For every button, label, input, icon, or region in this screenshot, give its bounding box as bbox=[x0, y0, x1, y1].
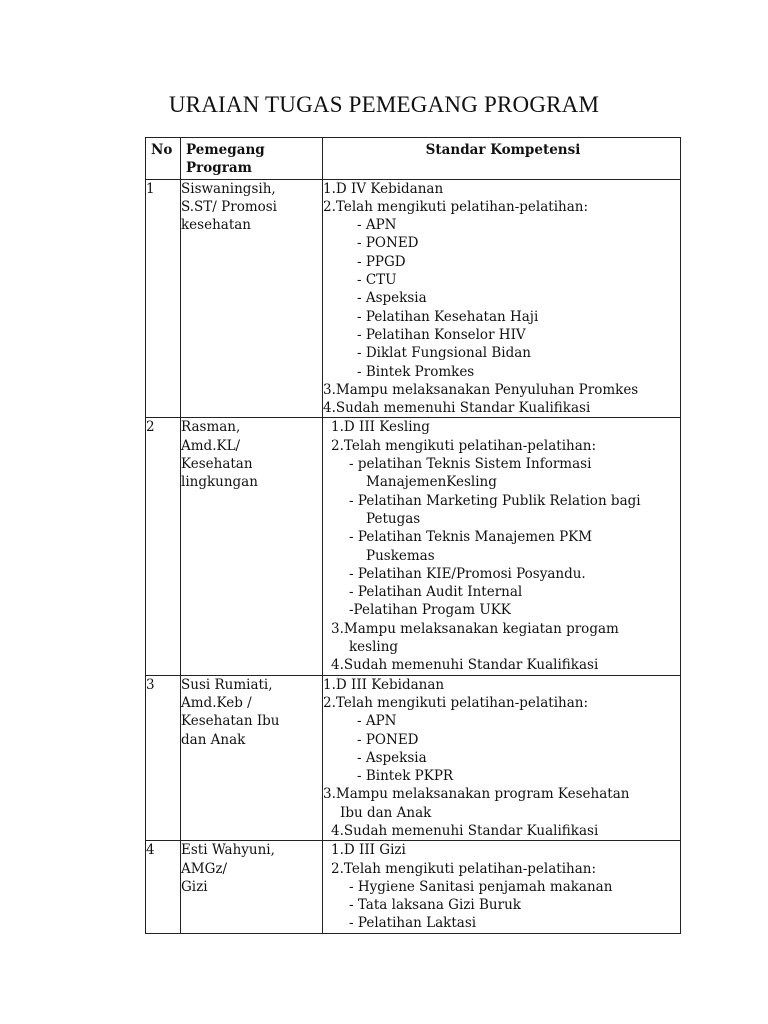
competency-line: Petugas bbox=[366, 510, 421, 527]
competency-line: - Pelatihan Audit Internal bbox=[349, 584, 523, 601]
competency-line: - Pelatihan KIE/Promosi Posyandu. bbox=[349, 565, 586, 582]
competency-line: 1.D III Gizi bbox=[331, 842, 406, 859]
competency-line: 2.Telah mengikuti pelatihan-pelatihan: bbox=[331, 437, 596, 454]
competency-cell bbox=[323, 675, 681, 841]
competency-line: - Bintek Promkes bbox=[357, 363, 475, 380]
competency-line: - Pelatihan Laktasi bbox=[349, 915, 477, 932]
competency-line: kesling bbox=[349, 639, 399, 656]
competency-line: - Pelatihan Marketing Publik Relation bagi bbox=[349, 492, 641, 509]
program-holder-line: Kesehatan Ibu bbox=[181, 713, 280, 730]
program-holder-line: S.ST/ Promosi bbox=[181, 198, 277, 215]
table-header-row bbox=[146, 138, 681, 180]
competency-line: - Pelatihan Kesehatan Haji bbox=[357, 308, 539, 325]
competency-line: - PONED bbox=[357, 731, 419, 748]
competency-line: - PONED bbox=[357, 235, 419, 252]
table-row bbox=[146, 179, 681, 418]
competency-line: - Pelatihan Konselor HIV bbox=[357, 326, 526, 343]
table-row bbox=[146, 675, 681, 841]
program-holder-line: kesehatan bbox=[181, 217, 251, 234]
row-number: 3 bbox=[146, 675, 181, 841]
competency-line: - Bintek PKPR bbox=[357, 768, 454, 785]
competency-line: Ibu dan Anak bbox=[340, 804, 432, 821]
competency-line: 2.Telah mengikuti pelatihan-pelatihan: bbox=[323, 198, 588, 215]
program-holder-line: Esti Wahyuni, bbox=[181, 842, 275, 859]
competency-line: Puskemas bbox=[366, 547, 435, 564]
competency-line: - Tata laksana Gizi Buruk bbox=[349, 897, 521, 914]
competency-line: - Aspeksia bbox=[357, 749, 427, 766]
program-holder-line: Gizi bbox=[181, 878, 208, 895]
table-body bbox=[146, 179, 681, 933]
competency-line: - Hygiene Sanitasi penjamah makanan bbox=[349, 878, 613, 895]
program-holder-line: Amd.Keb / bbox=[181, 694, 252, 711]
program-holder-cell bbox=[181, 179, 323, 418]
program-holder-cell bbox=[181, 675, 323, 841]
competency-line: 4.Sudah memenuhi Standar Kualifikasi bbox=[331, 822, 599, 839]
table-row bbox=[146, 418, 681, 675]
competency-line: 4.Sudah memenuhi Standar Kualifikasi bbox=[331, 657, 599, 674]
competency-line: 4.Sudah memenuhi Standar Kualifikasi bbox=[323, 400, 591, 417]
header-competency: Standar Kompetensi bbox=[323, 138, 681, 180]
competency-line: - PPGD bbox=[357, 253, 406, 270]
competency-line: - Diklat Fungsional Bidan bbox=[357, 345, 532, 362]
competency-line: 3.Mampu melaksanakan program Kesehatan bbox=[323, 786, 630, 803]
competency-line: - APN bbox=[357, 713, 397, 730]
competency-cell bbox=[323, 179, 681, 418]
program-holder-line: Rasman, bbox=[181, 419, 241, 436]
competency-line: - APN bbox=[357, 217, 397, 234]
program-holder-line: Siswaningsih, bbox=[181, 180, 276, 197]
row-number: 1 bbox=[146, 179, 181, 418]
competency-line: 1.D III Kebidanan bbox=[323, 676, 445, 693]
row-number: 2 bbox=[146, 418, 181, 675]
row-number: 4 bbox=[146, 841, 181, 933]
header-holder-line: Program bbox=[186, 160, 252, 177]
competency-line: 2.Telah mengikuti pelatihan-pelatihan: bbox=[331, 860, 596, 877]
competency-line: - Aspeksia bbox=[357, 290, 427, 307]
header-no: No bbox=[146, 138, 181, 180]
competency-line: 2.Telah mengikuti pelatihan-pelatihan: bbox=[323, 694, 588, 711]
competency-line: 1.D III Kesling bbox=[331, 419, 430, 436]
competency-line: 1.D IV Kebidanan bbox=[323, 180, 444, 197]
competency-line: - Pelatihan Teknis Manajemen PKM bbox=[349, 529, 593, 546]
competency-table bbox=[145, 137, 681, 934]
competency-cell bbox=[323, 841, 681, 933]
program-holder-line: Susi Rumiati, bbox=[181, 676, 273, 693]
program-holder-cell bbox=[181, 841, 323, 933]
competency-line: - CTU bbox=[357, 272, 397, 289]
program-holder-line: Kesehatan bbox=[181, 456, 253, 473]
program-holder-line: AMGz/ bbox=[181, 860, 228, 877]
competency-line: 3.Mampu melaksanakan kegiatan progam bbox=[331, 620, 619, 637]
competency-line: 3.Mampu melaksanakan Penyuluhan Promkes bbox=[323, 381, 639, 398]
program-holder-line: lingkungan bbox=[181, 474, 258, 491]
competency-line: ManajemenKesling bbox=[366, 474, 497, 491]
header-holder bbox=[181, 138, 323, 180]
competency-line: -Pelatihan Progam UKK bbox=[349, 602, 511, 619]
competency-cell bbox=[323, 418, 681, 675]
program-holder-line: Amd.KL/ bbox=[181, 437, 241, 454]
page-title: URAIAN TUGAS PEMEGANG PROGRAM bbox=[168, 92, 600, 117]
table-row bbox=[146, 841, 681, 933]
header-holder-line: Pemegang bbox=[186, 142, 265, 158]
program-holder-line: dan Anak bbox=[181, 731, 246, 748]
program-holder-cell bbox=[181, 418, 323, 675]
competency-line: - pelatihan Teknis Sistem Informasi bbox=[349, 456, 592, 473]
